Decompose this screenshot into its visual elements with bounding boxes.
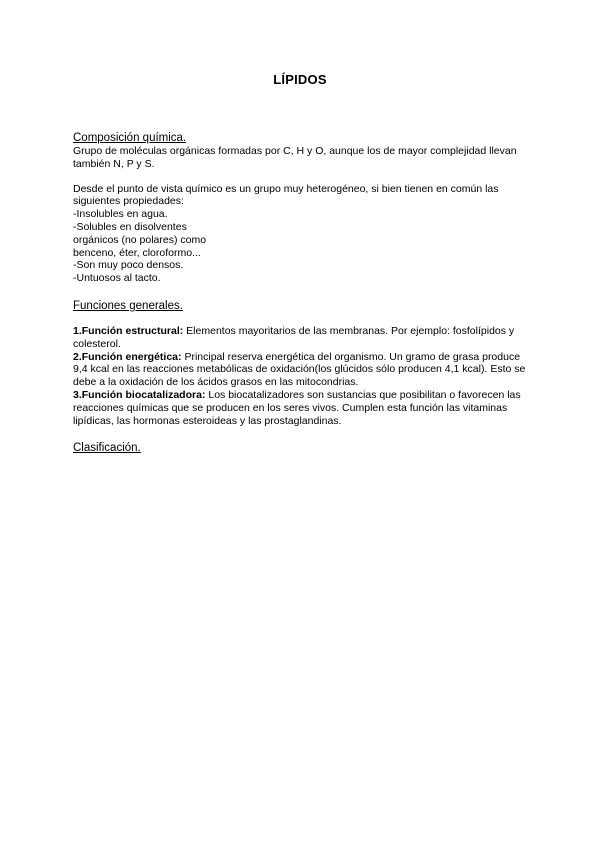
function-item (73, 389, 529, 427)
function-item (73, 351, 529, 389)
function-text: Elementos mayoritarios de las membranas. Por ejemplo: fosfolípidos y colesterol. (73, 324, 515, 350)
function-label: 3.Función biocatalizadora: (73, 388, 206, 401)
property-item: -Insolubles en agua. (73, 208, 168, 221)
section-heading-clasificacion: Clasificación. (73, 442, 141, 455)
composicion-paragraph: Grupo de moléculas orgánicas formadas por C, H y O, aunque los de mayor complejidad llevan también N, P y S. (73, 145, 517, 170)
section-heading-composicion: Composición química. (73, 132, 187, 144)
page-title: LÍPIDOS (273, 72, 327, 87)
property-item: -Son muy poco densos. (73, 259, 184, 272)
composicion-intro-paragraph: Desde el punto de vista químico es un grupo muy heterogéneo, si bien tienen en común las siguientes propiedades: (73, 182, 499, 208)
function-item (73, 325, 529, 351)
document-body (73, 131, 529, 455)
function-label: 2.Función energética: (73, 350, 182, 363)
property-item: -Solubles en disolventes orgánicos (no polares) como benceno, éter, cloroformo... (73, 220, 207, 259)
function-text: Los biocatalizadores son sustancias que posibilitan o favorecen las reacciones químicas que se producen en los seres vivos. Cumplen esta función las vitaminas lipídicas, las hormonas esteroideas y las prostaglandinas. (73, 388, 521, 427)
property-item: -Untuosos al tacto. (73, 272, 161, 285)
section-heading-funciones: Funciones generales. (73, 299, 183, 312)
function-label: 1.Función estructural: (73, 324, 184, 337)
function-text: Principal reserva energética del organismo. Un gramo de grasa produce 9,4 kcal en las reacciones metabólicas de oxidación(los glúcidos sólo producen 4,1 kcal). Esto se debe a la oxidación de los ácidos grasos en las mitocondrias. (73, 350, 526, 389)
